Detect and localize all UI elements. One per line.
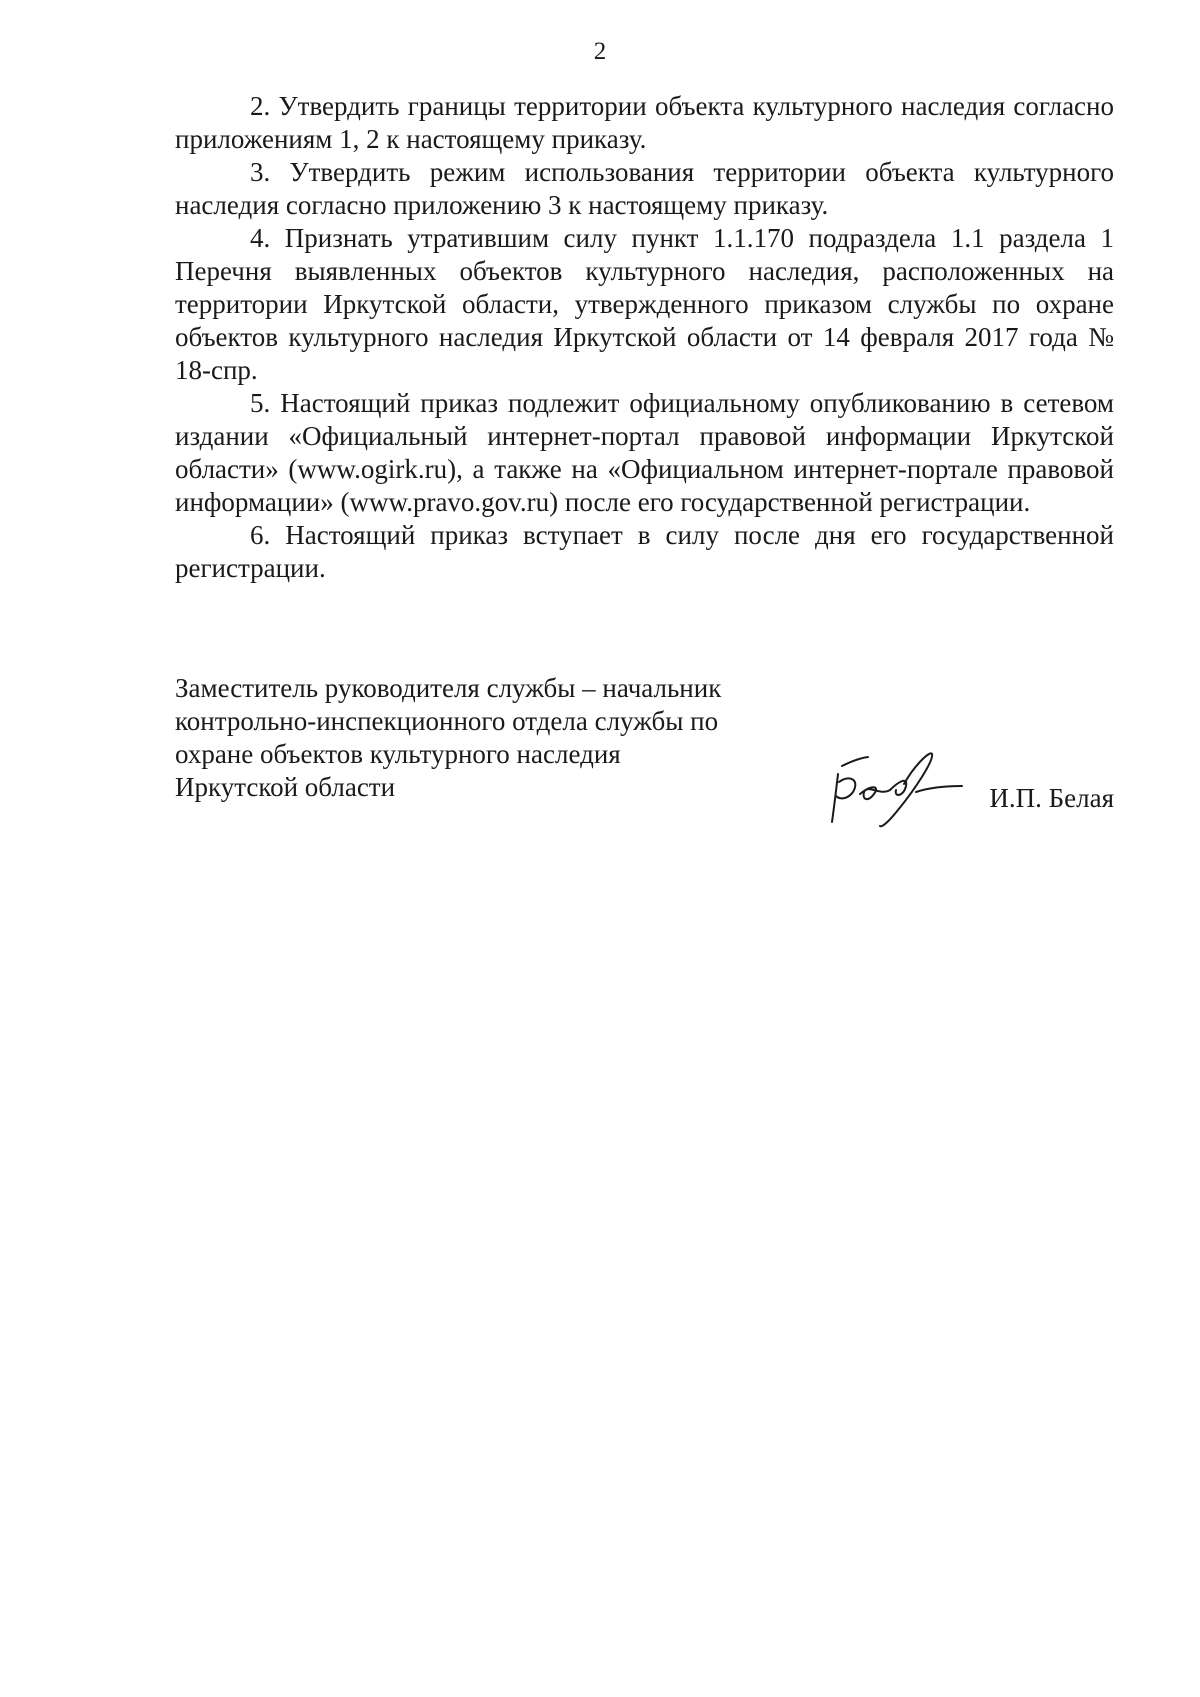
signer-title-line: Иркутской области: [175, 772, 396, 802]
paragraph-item-6: 6. Настоящий приказ вступает в силу после дня его государственной регистрации.: [175, 520, 1114, 583]
signature-block: [175, 672, 1114, 832]
signer-title-line: контрольно-инспекционного отдела службы по: [175, 706, 719, 736]
paragraph-item-5: 5. Настоящий приказ подлежит официальному опубликованию в сетевом издании «Официальный интернет-портал правовой информации Иркутской области» (www.ogirk.ru), а также на «Официальном интернет-портале правовой информации» (www.pravo.gov.ru) после его государственной регистрации.: [175, 388, 1114, 517]
handwritten-signature: [820, 736, 970, 836]
signer-title-line: Заместитель руководителя службы – начальник: [175, 673, 722, 703]
paragraph-item-2: 2. Утвердить границы территории объекта культурного наследия согласно приложениям 1, 2 к настоящему приказу.: [175, 91, 1114, 154]
signer-title-line: охране объектов культурного наследия: [175, 739, 621, 769]
signer-title: [175, 672, 775, 804]
page-number: 2: [593, 38, 607, 65]
paragraph-item-4: 4. Признать утратившим силу пункт 1.1.170 подраздела 1.1 раздела 1 Перечня выявленных объектов культурного наследия, расположенных на территории Иркутской области, утвержденного приказом службы по охране объектов культурного наследия Иркутской области от 14 февраля 2017 года № 18-спр.: [175, 223, 1114, 385]
paragraph-item-3: 3. Утвердить режим использования территории объекта культурного наследия согласно приложению 3 к настоящему приказу.: [175, 157, 1114, 220]
order-body: [175, 90, 1114, 585]
signer-name: И.П. Белая: [989, 783, 1114, 813]
